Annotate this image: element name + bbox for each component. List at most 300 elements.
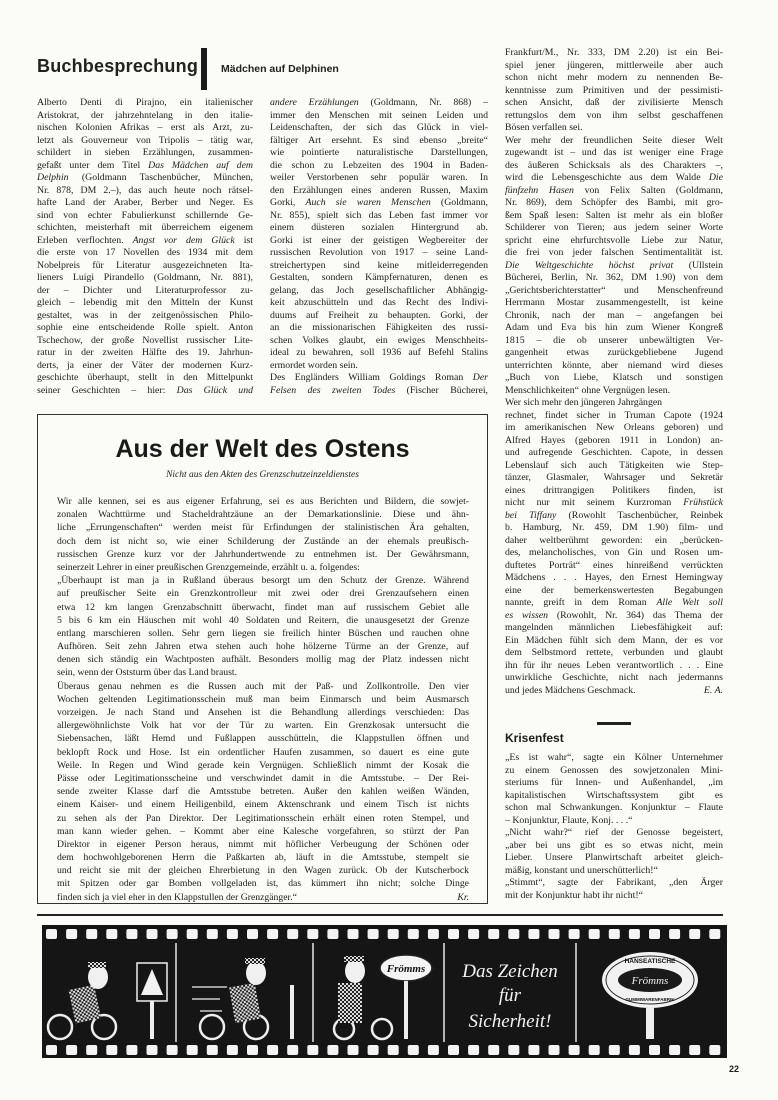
text-line <box>57 587 469 600</box>
text-segment: Wir alle kennen, sei es aus eigener Erfahrung, sei es aus Berichten und Bildern, die sowjet- <box>57 496 469 507</box>
text-segment: Weile. In Regen und Wind gerade kein Vergnügen. Schließlich nimmt der Kosak die <box>57 759 469 771</box>
text-line <box>505 72 723 85</box>
text-segment: ihn für ihr neues Leben verantwortlich . . . Eine <box>505 659 723 671</box>
text-segment: schichten, meisterhaft mit überreichem eigenem <box>37 222 253 233</box>
text-segment: eines drittrangigen Politikers finden, ist <box>505 484 723 496</box>
text-segment: (Goldmann, <box>430 197 488 208</box>
review-column-2 <box>270 97 488 397</box>
text-line <box>37 347 253 360</box>
text-line <box>57 561 469 574</box>
text-segment: Wer sich mehr den jüngeren Jahrgängen <box>505 397 663 408</box>
italic-title: Alle Welt soll <box>656 597 723 608</box>
text-segment: „aber bei uns gibt es so etwas nicht, mein <box>505 839 723 851</box>
author-signature: E. A. <box>703 684 723 696</box>
text-segment: steriums für Innen- und Außenhandel, „im <box>505 777 723 788</box>
text-segment: (Ullstein <box>673 259 723 271</box>
text-line <box>505 310 723 323</box>
svg-text:GUMMIWARENFABRIK: GUMMIWARENFABRIK <box>625 997 675 1002</box>
text-segment: (Fischer Bücherei, <box>395 384 488 396</box>
text-segment: Chronik, nach der man – angefangen bei <box>505 309 723 321</box>
text-segment: sophie eine entscheidende Rolle spielt. Anton <box>37 322 253 333</box>
text-line <box>505 547 723 560</box>
sprocket-hole <box>448 1045 459 1055</box>
text-segment: einem Kaiser- und einem Heiligenbild, einem Aktenschrank und einem Tisch ist nichts <box>57 799 469 811</box>
text-line <box>57 732 469 745</box>
text-segment: ermordet worden sein. <box>270 359 358 371</box>
text-segment: kapitalistischen Wirtschaftssystem gibt es <box>505 789 723 801</box>
text-segment: Menschlichkeiten“ ohne Vergnügen lesen. <box>505 384 671 396</box>
text-line <box>270 222 488 235</box>
text-segment: immer den Menschen mit seinen Leiden und <box>270 109 488 121</box>
text-segment: „Überhaupt ist man ja in Rußland überaus besorgt um den Schutz der Grenze. Während <box>57 575 469 587</box>
slogan-line-3: Sicherheit! <box>468 1011 552 1032</box>
text-line <box>505 815 723 828</box>
text-line <box>505 802 723 815</box>
text-segment: „Stimmt“, sagte der Fabrikant, „den Ärger <box>505 877 723 888</box>
text-line <box>505 85 723 98</box>
text-line <box>505 185 723 198</box>
text-line <box>505 765 723 778</box>
sprocket-hole <box>287 929 298 939</box>
text-line <box>270 172 488 185</box>
text-segment: Nr. 869), dem Schöpfer des Bambi, mit gro- <box>505 197 723 208</box>
sprocket-hole <box>86 929 97 939</box>
text-segment: russischen Revolution von 1917 – seine Land- <box>270 247 488 258</box>
text-line <box>57 666 469 679</box>
sprocket-hole <box>267 929 278 939</box>
text-segment: Gestalten, sondern Kämpfernaturen, denen es <box>270 272 488 283</box>
text-line <box>270 260 488 273</box>
text-segment: (Goldmann Taschenbücher, München, <box>68 172 253 183</box>
text-segment: Wer mehr der freundlichen Seite dieser Welt <box>505 134 723 146</box>
text-segment: mäßig, konstant und unerschütterlich!“ <box>505 864 658 876</box>
fromms-sign-text: Frömms <box>386 963 426 975</box>
text-line <box>505 622 723 635</box>
text-line <box>505 635 723 648</box>
text-line <box>505 297 723 310</box>
text-segment: ratur in der zweiten Hälfte des 19. Jahrhun- <box>37 347 253 358</box>
text-segment: spricht eine ehrfurchtsvolle Liebe zur Natur, <box>505 234 723 246</box>
text-line <box>57 495 469 508</box>
text-line <box>505 197 723 210</box>
sprocket-hole <box>66 1045 77 1055</box>
text-segment: Des Engländers William Goldings Roman <box>270 372 473 383</box>
sprocket-hole <box>589 929 600 939</box>
text-line <box>270 385 488 398</box>
text-line <box>505 472 723 485</box>
text-segment: (Rowohlt Taschenbücher, Reinbek <box>556 509 723 521</box>
text-line <box>505 222 723 235</box>
text-segment: Aristokrat, der jahrzehntelang in den italie- <box>37 109 253 121</box>
east-article-subtitle: Nicht aus den Akten des Grenzschutzeinzeldienstes <box>166 470 359 480</box>
text-line <box>57 521 469 534</box>
text-line <box>37 172 253 185</box>
text-line <box>505 160 723 173</box>
text-line <box>505 610 723 623</box>
text-segment: Überaus genau nehmen es die Russen auch mit der Paß- und Zollkontrolle. Den vier <box>57 680 469 692</box>
text-segment: Alberto Denti di Pirajno, ein italienischer <box>37 97 253 108</box>
sprocket-hole <box>126 1045 137 1055</box>
east-article-title: Aus der Welt des Ostens <box>115 435 410 463</box>
text-segment: mangelnden männlichen Liebesfähigkeit auf: <box>505 622 723 633</box>
sprocket-hole <box>629 929 640 939</box>
text-segment: lieners Luigi Pirandello (Goldmann, Nr. 881), <box>37 272 253 283</box>
sprocket-hole <box>327 1045 338 1055</box>
text-segment: unwirkliche Geschichte, nicht nach jedermanns <box>505 672 723 683</box>
sprocket-hole <box>689 1045 700 1055</box>
text-segment: mit der Konjunktur habt ihr nicht!“ <box>505 889 643 901</box>
italic-title: Die <box>708 172 723 183</box>
text-line <box>270 360 488 373</box>
text-line <box>270 310 488 323</box>
sprocket-hole <box>207 929 218 939</box>
text-line <box>57 877 469 890</box>
text-line <box>37 110 253 123</box>
text-segment: seinerzeit Lehrer in einer preußischen Grenzgemeinde, erzählt u. a. folgendes: <box>57 561 360 573</box>
text-segment: wird die Lebensgeschichte aus dem Walde <box>505 172 709 183</box>
text-segment: zu sehen als der Pan Direktor. Der Legitimationsschein erhält einen roten Stempel, und <box>57 812 469 824</box>
text-segment: „Nicht wahr?“ rief der Genosse begeistert, <box>505 827 723 838</box>
text-line <box>37 197 253 210</box>
text-segment: nannte, greift in dem Roman <box>505 597 657 608</box>
text-line <box>505 260 723 273</box>
sprocket-hole <box>187 929 198 939</box>
text-line <box>270 235 488 248</box>
text-line <box>57 772 469 785</box>
text-line <box>505 647 723 660</box>
text-segment: dem Selbstmord rettete, verbunden und glaubt <box>505 647 723 658</box>
text-segment: letzt als Gouverneur von Tripolis – tätig war, <box>37 134 253 146</box>
sprocket-hole <box>649 929 660 939</box>
sprocket-hole <box>488 1045 499 1055</box>
text-segment: Lebenslauf sich auch Tätigkeiten wie Step- <box>505 459 723 471</box>
text-segment: sende zweiter Klasse darf die Amtsstube betreten. Außer den kahlen weißen Wänden, <box>57 786 469 798</box>
text-segment: gleich – lebendig mit den Mitteln der Kunst <box>37 297 253 308</box>
sprocket-hole <box>468 929 479 939</box>
text-segment: zu einem Genossen des sowjetzonalen Mini- <box>505 764 723 776</box>
sprocket-hole <box>126 929 137 939</box>
italic-title: Delphin <box>37 172 69 183</box>
text-line <box>505 110 723 123</box>
text-segment: einem düsteren sozialen Hintergrund ab. <box>270 222 488 233</box>
text-segment: Lieber. Unsere Planwirtschaft arbeitet gleich- <box>505 852 723 863</box>
slogan-line-1: Das Zeichen <box>462 961 558 982</box>
text-line <box>505 790 723 803</box>
text-segment: den Erzählungen eines anderen Russen, Maxim <box>270 184 488 196</box>
text-segment: 1815 – die ob unserer unbewältigten Ver- <box>505 334 723 346</box>
text-segment: Ein Mädchen fühlt sich dem Mann, der es vor <box>505 634 723 646</box>
text-line <box>57 838 469 851</box>
text-line <box>57 706 469 719</box>
text-segment: etwa 12 km langen Grenzabschnitt überwacht, findet man auf russischem Gebiet alle <box>57 601 469 613</box>
text-line <box>37 297 253 310</box>
krisenfest-body <box>505 752 723 902</box>
text-segment: russischen Grenze kurz vor der Jahrhundertwende zu entnehmen ist. Der Gewährsmann, <box>57 548 469 560</box>
text-segment: (Goldmann, Nr. 868) – <box>358 97 488 108</box>
text-line <box>37 247 253 260</box>
text-line <box>57 574 469 587</box>
text-line <box>505 272 723 285</box>
sprocket-hole <box>307 929 318 939</box>
sprocket-hole <box>709 929 720 939</box>
italic-title: Der <box>472 372 488 383</box>
film-strip-advertisement <box>42 925 727 1058</box>
sprocket-hole <box>408 1045 419 1055</box>
text-line <box>57 864 469 877</box>
sprocket-hole <box>629 1045 640 1055</box>
sprocket-hole <box>408 929 419 939</box>
text-line <box>270 97 488 110</box>
text-line <box>37 385 253 398</box>
text-line <box>270 297 488 310</box>
text-line <box>505 322 723 335</box>
text-segment: Leidenschaften, der sich das Glück in viel- <box>270 122 488 133</box>
italic-title: Auch sie waren Menschen <box>305 197 431 208</box>
text-line <box>57 798 469 811</box>
text-segment: des äußeren Schicksals als des Charakters –, <box>505 159 723 171</box>
text-line <box>505 435 723 448</box>
text-line <box>57 614 469 627</box>
text-line <box>57 535 469 548</box>
text-line <box>505 60 723 73</box>
text-line <box>505 572 723 585</box>
text-segment: duums auf Freiheit zu behaupten. Gorki, der <box>270 309 488 321</box>
text-segment: 5 bis 6 km ein Häuschen mit wohl 40 Soldaten und Reitern, die unausgesetzt der Grenze <box>57 614 469 626</box>
sprocket-hole <box>669 929 680 939</box>
text-line <box>505 122 723 135</box>
sprocket-hole <box>549 1045 560 1055</box>
text-segment: und reicht sie mit der gleichen Ehrerbietung in den Wagen zurück. Ob der Kutscherbock <box>57 865 469 877</box>
text-line <box>505 97 723 110</box>
sprocket-hole <box>307 1045 318 1055</box>
text-line <box>505 522 723 535</box>
review-column-3 <box>505 47 723 697</box>
text-segment: Nr. 878, DM 2.–), das auch heute noch rätsel- <box>37 184 253 196</box>
text-line <box>505 485 723 498</box>
text-segment: und aufregende Geschichten. Capote, in dessen <box>505 447 723 458</box>
text-segment: Pässe oder Legitimationsscheine und verschwindet damit in die Amtsstube. – Der Rei- <box>57 772 469 784</box>
text-segment: ist <box>234 234 253 246</box>
text-segment: hafte Land der Araber, Berber und Neger. Es <box>37 197 253 208</box>
short-divider <box>597 722 631 725</box>
text-segment: seiner Geschichten – hier: <box>37 384 177 396</box>
review-column-1 <box>37 97 253 397</box>
sprocket-hole <box>147 1045 158 1055</box>
text-segment: streichertypen sind keine mitleiderregenden <box>270 259 488 271</box>
text-segment: die frei von jeder falschen Sentimentalität ist. <box>505 247 723 258</box>
text-line <box>505 827 723 840</box>
text-line <box>505 752 723 765</box>
horizontal-rule <box>37 914 723 916</box>
text-segment: „Es ist wahr“, sagte ein Kölner Unternehmer <box>505 752 723 763</box>
italic-title: Angst vor dem Glück <box>132 234 235 246</box>
east-article-body <box>57 495 469 904</box>
text-segment: „Buch von Liebe, Klatsch und sonstigen <box>505 372 723 383</box>
text-line <box>270 160 488 173</box>
text-segment: Tschechow, der große Novellist russischer Lite- <box>37 334 253 346</box>
text-line <box>270 135 488 148</box>
text-line <box>57 627 469 640</box>
sprocket-hole <box>528 1045 539 1055</box>
text-segment: Nr. 855), spielt sich das Leben fast immer vor <box>270 209 488 221</box>
krisenfest-title: Krisenfest <box>505 731 564 745</box>
section-divider-bar <box>201 48 207 90</box>
text-line <box>505 840 723 853</box>
text-line <box>37 147 253 160</box>
italic-title: andere Erzählungen <box>270 97 359 108</box>
sprocket-hole <box>569 1045 580 1055</box>
text-line <box>37 235 253 248</box>
sprocket-hole <box>207 1045 218 1055</box>
text-segment: Frankfurt/M., Nr. 333, DM 2.20) ist ein Bei- <box>505 47 723 58</box>
sprocket-hole <box>227 1045 238 1055</box>
text-segment: die erste von 17 Novellen des 1934 mit dem <box>37 247 253 258</box>
text-line <box>57 891 469 904</box>
sprocket-hole <box>66 929 77 939</box>
text-segment: ßem Spaß lesen: Salten ist mehr als ein bloßer <box>505 209 723 221</box>
text-segment: geschichte überhaupt, stellt in den Mittelpunkt <box>37 372 253 383</box>
text-segment: – Konjunktur, Flaute, Konj. . . .“ <box>505 814 633 826</box>
text-line <box>505 247 723 260</box>
sprocket-hole <box>669 1045 680 1055</box>
text-line <box>270 335 488 348</box>
sprocket-hole <box>468 1045 479 1055</box>
text-segment: schen Ansicht, daß der zivilisierte Mensch <box>505 97 723 108</box>
text-line <box>505 397 723 410</box>
text-line <box>505 560 723 573</box>
text-line <box>37 135 253 148</box>
text-line <box>37 260 253 273</box>
sprocket-hole <box>528 929 539 939</box>
text-line <box>37 310 253 323</box>
text-segment: zugewandt ist – und das ist weniger eine Frage <box>505 147 723 158</box>
text-line <box>505 372 723 385</box>
text-line <box>37 185 253 198</box>
text-line <box>505 172 723 185</box>
text-line <box>505 335 723 348</box>
text-segment: gangenheit etwas zurückgebliebene Jugend <box>505 347 723 358</box>
text-line <box>505 347 723 360</box>
text-segment: entlang marschieren sollen. Sehr gern liegen sie freilich hinter Büschen und rauchen ohne <box>57 627 469 639</box>
text-segment: keit abzuschütteln und das Recht des Indivi- <box>270 297 488 308</box>
text-line <box>505 890 723 903</box>
sprocket-hole <box>689 929 700 939</box>
text-line <box>505 852 723 865</box>
sprocket-hole <box>569 929 580 939</box>
text-segment: Alfred Hayes (geboren 1911 in London) an- <box>505 434 723 446</box>
text-segment: Bücherei, Berlin, Nr. 362, DM 1.90) von dem <box>505 272 723 283</box>
sprocket-hole <box>106 1045 117 1055</box>
sprocket-hole <box>428 929 439 939</box>
text-segment: zonalen Wachttürme und Stacheldrahtzäune an der Demarkationslinie. Diese und ähn- <box>57 509 469 521</box>
author-signature: Kr. <box>457 891 469 903</box>
text-line <box>57 719 469 732</box>
text-segment: Schilderer von Tieren; aus jedem seiner Worte <box>505 222 723 233</box>
text-line <box>57 601 469 614</box>
sprocket-hole <box>147 929 158 939</box>
sprocket-hole <box>368 929 379 939</box>
sprocket-hole <box>167 929 178 939</box>
sprocket-hole <box>368 1045 379 1055</box>
text-line <box>57 825 469 838</box>
text-line <box>270 197 488 210</box>
text-segment: Nobelpreis für Literatur ausgezeichneten Ita- <box>37 259 253 271</box>
text-line <box>505 497 723 510</box>
text-segment: der – Dichter und Literaturprofessor zu- <box>37 284 253 296</box>
text-line <box>57 746 469 759</box>
italic-title: Das Mädchen auf dem <box>148 159 253 171</box>
text-segment: schon mal Schwankungen. Konjunktur – Flaute <box>505 802 723 813</box>
sprocket-hole <box>488 929 499 939</box>
text-segment: sind von echter Fabulierkunst schillernde Ge- <box>37 209 253 221</box>
text-line <box>37 322 253 335</box>
text-segment: duftetes Porträt“ eines hinreißend verrückten <box>505 559 723 571</box>
text-segment: Mädchens . . . Hayes, den Ernest Hemingway <box>505 572 723 583</box>
italic-title: es wissen <box>505 609 549 621</box>
text-segment: daher weltberühmt geworden: ein „berücken- <box>505 534 723 546</box>
text-line <box>37 122 253 135</box>
sprocket-hole <box>549 929 560 939</box>
text-line <box>270 147 488 160</box>
text-line <box>57 851 469 864</box>
section-title: Buchbesprechung <box>37 56 199 76</box>
text-segment: nischen Kolonien Afrikas – erst als Arzt, zu- <box>37 122 253 133</box>
sprocket-hole <box>46 1045 57 1055</box>
text-line <box>57 508 469 521</box>
text-segment: Erleben verflochten. <box>37 234 133 246</box>
text-segment: schen Volkes glaubt, ein ewiges Menschheits- <box>270 334 488 346</box>
sprocket-hole <box>267 1045 278 1055</box>
text-segment: fältiger Art ersehnt. Es sind ebenso „breite“ <box>270 134 488 146</box>
text-line <box>37 210 253 223</box>
sprocket-hole <box>247 1045 258 1055</box>
italic-title: Die Weltgeschichte höchst privat <box>505 259 674 271</box>
text-line <box>37 97 253 110</box>
text-line <box>505 410 723 423</box>
text-segment: b. Hamburg, Nr. 459, DM 1.90) film- und <box>505 522 723 533</box>
text-segment: Adam und Eva bis hin zum Wiener Kongreß <box>505 322 723 333</box>
text-line <box>505 147 723 160</box>
text-line <box>37 372 253 385</box>
sprocket-hole <box>86 1045 97 1055</box>
text-line <box>505 685 723 698</box>
text-segment: gefaßt unter dem Titel <box>37 159 149 171</box>
text-segment: beklopft Rock und Hose. Ist ein ordentlicher Haufen zusammen, so dauert es eine gute <box>57 746 469 758</box>
text-segment: wie pointierte naturalistische Darstellungen, <box>270 147 488 158</box>
text-segment: Direktor in eigener Person heraus, nimmt mit höflicher Verbeugung der Schönen oder <box>57 838 469 850</box>
text-line <box>505 210 723 223</box>
text-segment: ideal zu bewahren, soll 1936 auf Befehl Stalins <box>270 347 488 358</box>
sprocket-hole <box>649 1045 660 1055</box>
text-segment: gestaltet, was in der zeitgenössischen Philo- <box>37 309 253 321</box>
text-line <box>505 510 723 523</box>
text-segment: Bösen verfallen sei. <box>505 122 583 133</box>
text-segment: man kann wieder gehen. – Kommt aber eine Kalesche vorgefahren, so stürzt der Pan <box>57 825 469 837</box>
sprocket-hole <box>508 929 519 939</box>
italic-title: fünfzehn Hasen <box>505 184 574 196</box>
text-line <box>505 447 723 460</box>
sprocket-hole <box>609 929 620 939</box>
text-line <box>57 680 469 693</box>
text-line <box>505 597 723 610</box>
text-line <box>57 812 469 825</box>
sprocket-hole <box>287 1045 298 1055</box>
sprocket-hole <box>508 1045 519 1055</box>
text-line <box>505 360 723 373</box>
text-line <box>270 122 488 135</box>
text-line <box>270 272 488 285</box>
text-segment: dem hochwohlgeborenen Herrn die Paßkarten ab, läuft in die Amtsstube, stempelt sie <box>57 852 469 864</box>
